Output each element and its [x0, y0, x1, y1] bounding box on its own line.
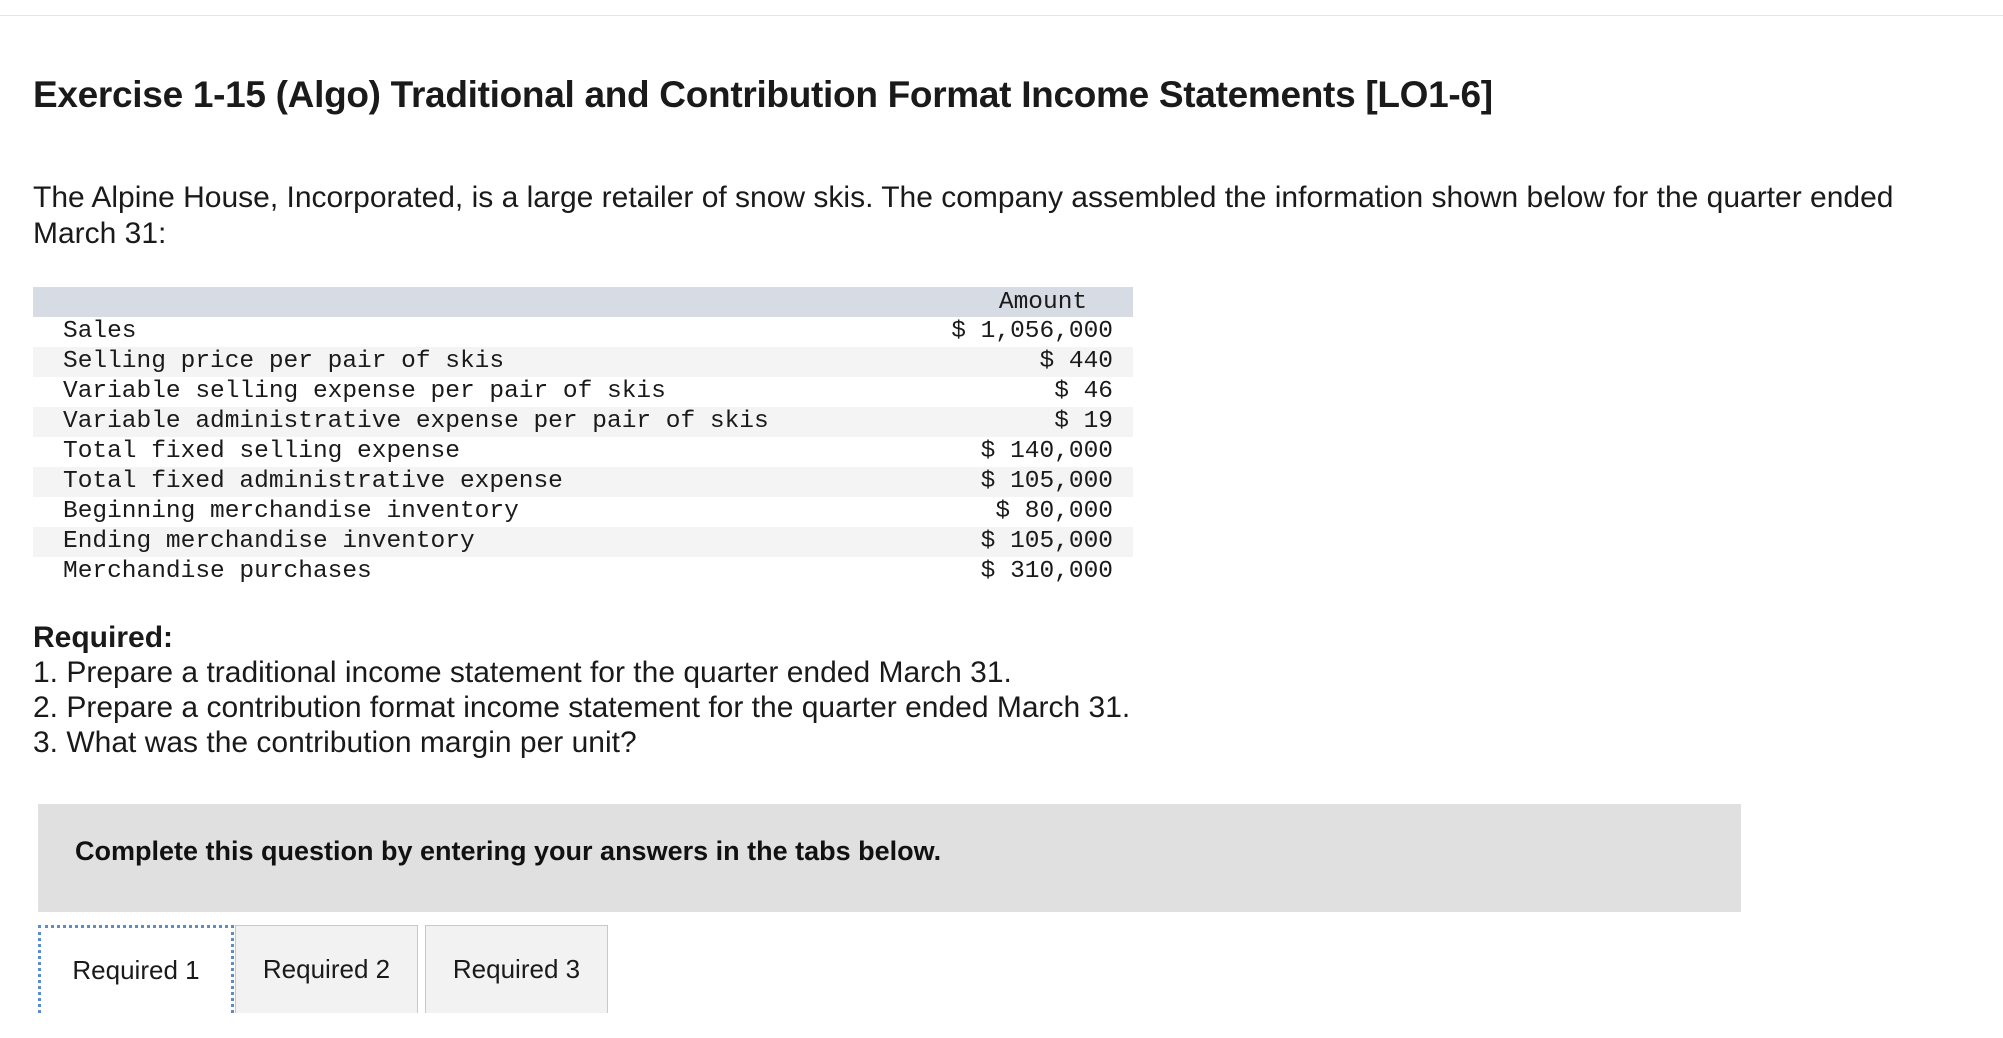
tab-required-2[interactable]: Required 2 [235, 925, 418, 1013]
required-item: 3. What was the contribution margin per unit? [33, 726, 637, 759]
table-row [33, 347, 1133, 377]
table-row [33, 317, 1133, 347]
table-row [33, 377, 1133, 407]
table-row [33, 557, 1133, 587]
row-label: Merchandise purchases [63, 558, 372, 585]
table-row [33, 467, 1133, 497]
page-title: Exercise 1-15 (Algo) Traditional and Contribution Format Income Statements [LO1-6] [33, 74, 1493, 115]
row-label: Total fixed administrative expense [33, 467, 915, 497]
table-header-row [33, 287, 1133, 317]
tab-required-3[interactable]: Required 3 [425, 925, 608, 1013]
intro-text: The Alpine House, Incorporated, is a large retailer of snow skis. The company assembled the information shown below for the quarter ended March 31: [33, 181, 1894, 250]
table-header-blank [33, 287, 915, 317]
row-label: Variable selling expense per pair of skis [63, 378, 666, 405]
table-row [33, 497, 1133, 527]
required-item: 2. Prepare a contribution format income statement for the quarter ended March 31. [33, 691, 1131, 724]
top-divider [0, 15, 2003, 16]
tab-required-1[interactable]: Required 1 [38, 925, 234, 1013]
data-table [33, 287, 1133, 587]
row-amount: $ 105,000 [915, 467, 1133, 497]
row-label: Sales [63, 318, 137, 345]
row-label: Beginning merchandise inventory [63, 498, 519, 525]
table-row [33, 527, 1133, 557]
table-row [33, 437, 1133, 467]
required-item: 1. Prepare a traditional income statement for the quarter ended March 31. [33, 656, 1012, 689]
row-amount: $ 440 [915, 347, 1133, 377]
row-label: Selling price per pair of skis [33, 347, 915, 377]
row-amount: $ 140,000 [980, 438, 1113, 465]
row-amount: $ 310,000 [980, 558, 1113, 585]
required-heading: Required: [33, 621, 174, 654]
required-section [33, 620, 1130, 760]
row-amount: $ 46 [1054, 378, 1113, 405]
table-row [33, 407, 1133, 437]
row-label: Ending merchandise inventory [33, 527, 915, 557]
table-header-amount: Amount [915, 287, 1133, 317]
row-label: Variable administrative expense per pair of skis [33, 407, 915, 437]
row-label: Total fixed selling expense [63, 438, 460, 465]
instruction-banner [38, 804, 1741, 912]
row-amount: $ 105,000 [915, 527, 1133, 557]
row-amount: $ 1,056,000 [951, 318, 1113, 345]
instruction-text: Complete this question by entering your answers in the tabs below. [75, 836, 942, 866]
row-amount: $ 80,000 [995, 498, 1113, 525]
row-amount: $ 19 [915, 407, 1133, 437]
